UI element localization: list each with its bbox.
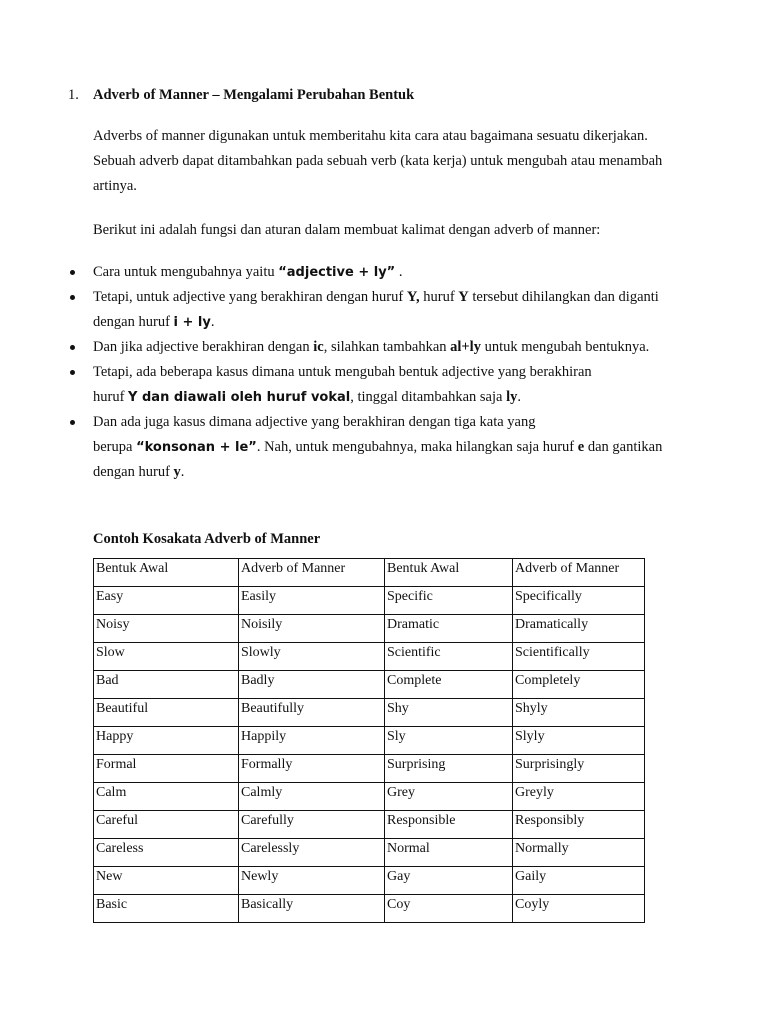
table-cell: Carelessly [239,839,385,867]
table-cell: Easily [239,587,385,615]
table-cell: New [94,867,239,895]
table-cell: Normally [513,839,645,867]
table-header-cell: Bentuk Awal [385,559,513,587]
vocabulary-table [93,558,645,923]
rule-item: Dan ada juga kasus dimana adjective yang berakhiran dengan tiga kata yang berupa “konsonan + le”. Nah, untuk mengubahnya, maka hilangkan saja huruf e dan gantikan dengan huruf y. [68,410,688,485]
table-cell: Basically [239,895,385,923]
table-cell: Normal [385,839,513,867]
table-cell: Calm [94,783,239,811]
table-cell: Scientific [385,643,513,671]
table-cell: Happy [94,727,239,755]
bullet-icon [70,370,75,375]
table-cell: Careful [94,811,239,839]
table-header-cell: Adverb of Manner [239,559,385,587]
rule-item: Tetapi, untuk adjective yang berakhiran dengan huruf Y, huruf Y tersebut dihilangkan dan diganti dengan huruf i + ly. [68,285,688,335]
table-cell: Slyly [513,727,645,755]
table-cell: Surprisingly [513,755,645,783]
bullet-icon [70,295,75,300]
table-cell: Coy [385,895,513,923]
rule-item: Dan jika adjective berakhiran dengan ic, silahkan tambahkan al+ly untuk mengubah bentuknya. [68,335,688,360]
table-row [94,811,645,839]
bullet-icon [70,270,75,275]
table-title: Contoh Kosakata Adverb of Manner [93,531,321,547]
table-cell: Greyly [513,783,645,811]
table-row [94,699,645,727]
table-cell: Scientifically [513,643,645,671]
table-cell: Beautiful [94,699,239,727]
table-cell: Bad [94,671,239,699]
bullet-icon [70,345,75,350]
table-header-cell: Adverb of Manner [513,559,645,587]
table-cell: Responsible [385,811,513,839]
table-row [94,839,645,867]
table-cell: Noisy [94,615,239,643]
table-cell: Easy [94,587,239,615]
rules-list [68,260,688,485]
table-cell: Beautifully [239,699,385,727]
table-cell: Gaily [513,867,645,895]
table-cell: Newly [239,867,385,895]
rules-intro-paragraph: Berikut ini adalah fungsi dan aturan dalam membuat kalimat dengan adverb of manner: [93,222,601,238]
section-heading [68,87,414,104]
table-cell: Careless [94,839,239,867]
table-row [94,587,645,615]
table-cell: Specifically [513,587,645,615]
table-cell: Completely [513,671,645,699]
table-row [94,671,645,699]
table-cell: Formal [94,755,239,783]
table-cell: Badly [239,671,385,699]
table-cell: Shyly [513,699,645,727]
rule-item: Tetapi, ada beberapa kasus dimana untuk mengubah bentuk adjective yang berakhiran huruf Y dan diawali oleh huruf vokal, tinggal ditambahkan saja ly. [68,360,688,410]
table-row [94,727,645,755]
table-cell: Noisily [239,615,385,643]
table-cell: Gay [385,867,513,895]
heading-number: 1. [68,87,79,103]
table-row [94,783,645,811]
table-cell: Surprising [385,755,513,783]
table-row [94,615,645,643]
table-cell: Coyly [513,895,645,923]
heading-title: Adverb of Manner – Mengalami Perubahan Bentuk [93,87,415,103]
table-cell: Sly [385,727,513,755]
table-cell: Calmly [239,783,385,811]
table-cell: Slowly [239,643,385,671]
table-row [94,755,645,783]
table-cell: Dramatic [385,615,513,643]
table-row [94,867,645,895]
table-cell: Shy [385,699,513,727]
table-header-row [94,559,645,587]
table-row [94,895,645,923]
table-cell: Responsibly [513,811,645,839]
table-cell: Slow [94,643,239,671]
table-row [94,643,645,671]
intro-paragraph: Adverbs of manner digunakan untuk memberitahu kita cara atau bagaimana sesuatu dikerjakan. Sebuah adverb dapat ditambahkan pada sebuah verb (kata kerja) untuk mengubah atau menambah artinya. [93,128,663,194]
table-cell: Happily [239,727,385,755]
table-header-cell: Bentuk Awal [94,559,239,587]
table-cell: Dramatically [513,615,645,643]
table-cell: Carefully [239,811,385,839]
table-cell: Grey [385,783,513,811]
table-cell: Complete [385,671,513,699]
rule-item: Cara untuk mengubahnya yaitu “adjective + ly” . [68,260,688,285]
table-cell: Specific [385,587,513,615]
bullet-icon [70,420,75,425]
table-cell: Formally [239,755,385,783]
table-cell: Basic [94,895,239,923]
